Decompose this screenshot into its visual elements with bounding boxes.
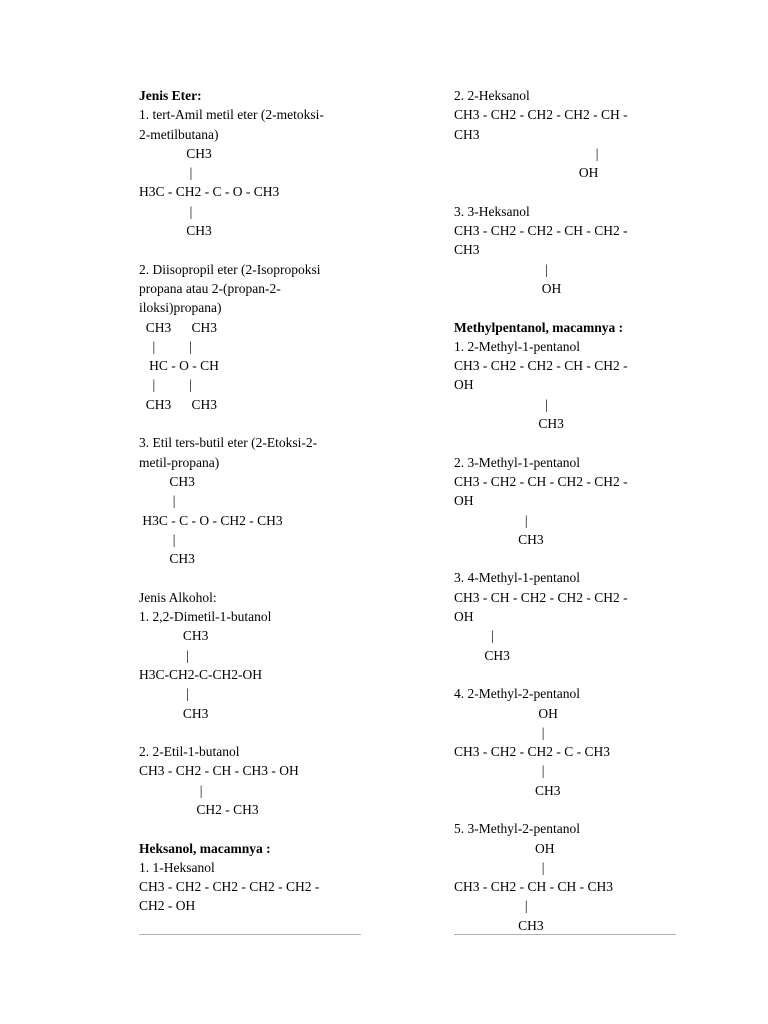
ether-3-formula-line: CH3 (139, 473, 195, 489)
alcohol-1-formula-line: CH3 (139, 705, 209, 721)
hexanol-3-title: 3. 3-Heksanol (454, 203, 530, 219)
methylpentanol-4-formula-line: | (454, 724, 545, 740)
hexanol-2-formula-line: OH (454, 165, 599, 181)
left-column (139, 86, 361, 916)
alcohol-2-formula-line: CH3 - CH2 - CH - CH3 - OH (139, 763, 299, 779)
hexanol-2-formula-line: CH3 (454, 126, 480, 142)
methylpentanol-4-title: 4. 2-Methyl-2-pentanol (454, 686, 580, 702)
alcohol-2-formula-line: | (139, 782, 203, 798)
spacer (454, 182, 676, 201)
hexanol-2-formula-line: | (454, 145, 599, 161)
methylpentanol-3-formula-line: OH (454, 609, 474, 625)
methylpentanol-5-title: 5. 3-Methyl-2-pentanol (454, 821, 580, 837)
hexanol-1-formula-line: CH2 - OH (139, 898, 196, 914)
ether-3-formula-line: | (139, 493, 176, 509)
right-footer-divider (454, 934, 676, 935)
ether-heading: Jenis Eter: (139, 88, 202, 103)
spacer (454, 298, 676, 317)
methylpentanol-4-formula-line: CH3 - CH2 - CH2 - C - CH3 (454, 744, 611, 760)
methylpentanol-2-title: 2. 3-Methyl-1-pentanol (454, 454, 580, 470)
hexanol-1-title: 1. 1-Heksanol (139, 859, 215, 875)
hexanol-heading: Heksanol, macamnya : (139, 840, 271, 856)
alcohol-2-title: 2. 2-Etil-1-butanol (139, 744, 240, 760)
hexanol-2-title: 2. 2-Heksanol (454, 88, 530, 103)
spacer (454, 665, 676, 684)
spacer (139, 414, 361, 433)
ether-2-formula-line: | | (139, 377, 192, 393)
ether-3-formula-line: CH3 (139, 551, 195, 567)
methylpentanol-5-formula-line: CH3 (454, 917, 544, 933)
alcohol-1-formula-line: H3C-CH2-C-CH2-OH (139, 666, 262, 682)
alcohol-1-formula-line: CH3 (139, 628, 209, 644)
spacer (454, 433, 676, 452)
ether-1-formula-line: CH3 (139, 145, 212, 161)
ether-1-formula-line: | (139, 165, 193, 181)
spacer (139, 819, 361, 838)
hexanol-3-formula-line: CH3 - CH2 - CH2 - CH - CH2 - (454, 223, 628, 239)
left-footer-divider (139, 934, 361, 935)
methylpentanol-1-formula-line: CH3 - CH2 - CH2 - CH - CH2 - (454, 358, 628, 374)
ether-1-formula-line: | (139, 203, 193, 219)
methylpentanol-4-formula-line: | (454, 763, 545, 779)
methylpentanol-2-formula-line: OH (454, 493, 474, 509)
methylpentanol-4-formula-line: OH (454, 705, 558, 721)
methylpentanol-2-formula-line: CH3 (454, 531, 544, 547)
methylpentanol-3-formula-line: CH3 (454, 647, 510, 663)
methylpentanol-heading: Methylpentanol, macamnya : (454, 319, 624, 335)
hexanol-3-formula-line: CH3 (454, 242, 480, 258)
alcohol-1-formula-line: | (139, 686, 189, 702)
spacer (454, 549, 676, 568)
ether-1-formula-line: H3C - CH2 - C - O - CH3 (139, 184, 280, 200)
methylpentanol-2-formula-line: CH3 - CH2 - CH - CH2 - CH2 - (454, 473, 628, 489)
ether-2-title: propana atau 2-(propan-2- (139, 280, 281, 296)
alcohol-heading: Jenis Alkohol: (139, 589, 217, 605)
methylpentanol-5-formula-line: | (454, 859, 545, 875)
methylpentanol-3-formula-line: | (454, 628, 494, 644)
ether-2-formula-line: HC - O - CH (139, 358, 219, 374)
ether-2-formula-line: CH3 CH3 (139, 396, 218, 412)
ether-3-formula-line: H3C - C - O - CH2 - CH3 (139, 512, 283, 528)
methylpentanol-3-formula-line: CH3 - CH - CH2 - CH2 - CH2 - (454, 589, 628, 605)
methylpentanol-1-formula-line: | (454, 396, 548, 412)
ether-1-formula-line: CH3 (139, 223, 212, 239)
hexanol-3-formula-line: OH (454, 280, 562, 296)
ether-2-formula-line: CH3 CH3 (139, 319, 218, 335)
ether-3-formula-line: | (139, 531, 176, 547)
alcohol-2-formula-line: CH2 - CH3 (139, 801, 259, 817)
ether-3-title: 3. Etil ters-butil eter (2-Etoksi-2- (139, 435, 318, 451)
methylpentanol-3-title: 3. 4-Methyl-1-pentanol (454, 570, 580, 586)
methylpentanol-5-formula-line: OH (454, 840, 555, 856)
methylpentanol-4-formula-line: CH3 (454, 782, 561, 798)
methylpentanol-1-formula-line: OH (454, 377, 474, 393)
methylpentanol-2-formula-line: | (454, 512, 528, 528)
ether-3-title: metil-propana) (139, 454, 220, 470)
ether-1-title: 1. tert-Amil metil eter (2-metoksi- (139, 107, 324, 123)
methylpentanol-5-formula-line: | (454, 898, 528, 914)
methylpentanol-1-formula-line: CH3 (454, 416, 564, 432)
ether-2-title: 2. Diisopropil eter (2-Isopropoksi (139, 261, 321, 277)
ether-1-title: 2-metilbutana) (139, 126, 219, 142)
ether-2-title: iloksi)propana) (139, 300, 222, 316)
spacer (139, 723, 361, 742)
methylpentanol-5-formula-line: CH3 - CH2 - CH - CH - CH3 (454, 879, 614, 895)
spacer (139, 568, 361, 587)
spacer (139, 240, 361, 259)
hexanol-3-formula-line: | (454, 261, 548, 277)
hexanol-2-formula-line: CH3 - CH2 - CH2 - CH2 - CH - (454, 107, 628, 123)
right-column (454, 86, 676, 935)
hexanol-1-formula-line: CH3 - CH2 - CH2 - CH2 - CH2 - (139, 879, 320, 895)
spacer (454, 800, 676, 819)
methylpentanol-1-title: 1. 2-Methyl-1-pentanol (454, 338, 580, 354)
alcohol-1-title: 1. 2,2-Dimetil-1-butanol (139, 609, 272, 625)
alcohol-1-formula-line: | (139, 647, 189, 663)
ether-2-formula-line: | | (139, 338, 192, 354)
